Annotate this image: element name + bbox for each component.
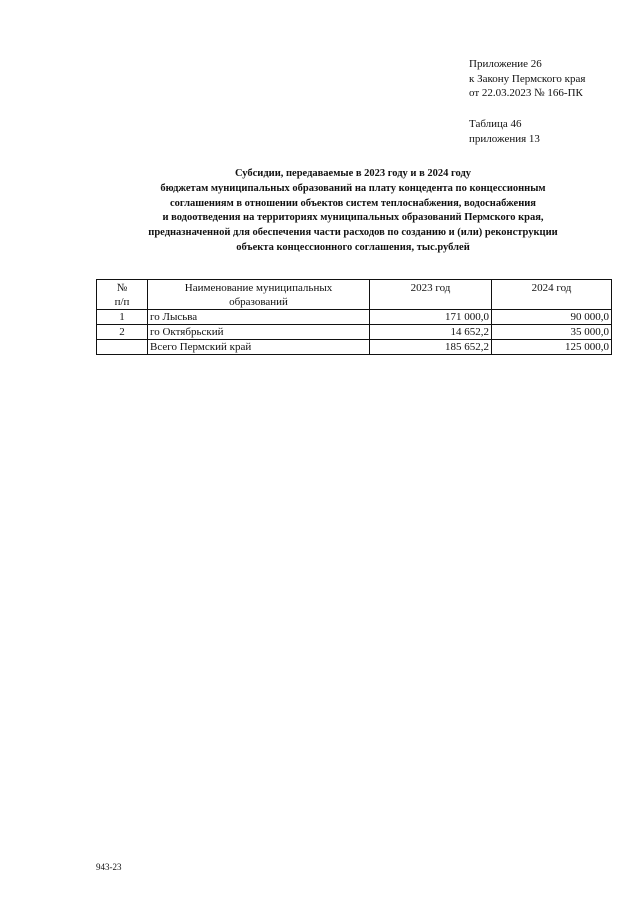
total-value-2023: 185 652,2	[370, 340, 492, 355]
row-number: 2	[97, 325, 148, 340]
row-value-2024: 90 000,0	[492, 310, 612, 325]
appendix-number: Приложение 26	[469, 58, 542, 70]
header-municipality-line: образований	[229, 296, 288, 308]
title-line: и водоотведения на территориях муниципальных образований Пермского края,	[162, 212, 544, 224]
header-number-line: №	[116, 282, 128, 294]
appendix-law-name: к Закону Пермского края	[469, 72, 586, 85]
subsidies-table	[96, 279, 612, 355]
table-reference	[469, 117, 540, 146]
row-value-2024: 35 000,0	[492, 325, 612, 340]
header-year-2023: 2023 год	[370, 280, 492, 310]
table-row	[97, 310, 612, 325]
title-line: предназначенной для обеспечения части расходов по созданию и (или) реконструкции	[148, 227, 558, 239]
table-number: Таблица 46	[469, 118, 522, 130]
row-value-2023: 14 652,2	[370, 325, 492, 340]
table-appendix: приложения 13	[469, 132, 540, 145]
header-municipality	[148, 280, 370, 310]
title-line: объекта концессионного соглашения, тыс.рублей	[236, 241, 470, 253]
total-label: Всего Пермский край	[148, 340, 370, 355]
title-line: соглашениям в отношении объектов систем теплоснабжения, водоснабжения	[170, 197, 536, 209]
document-title	[96, 167, 610, 256]
row-municipality: го Октябрьский	[148, 325, 370, 340]
total-value-2024: 125 000,0	[492, 340, 612, 355]
header-number-line: п/п	[114, 296, 130, 308]
row-municipality: го Лысьва	[148, 310, 370, 325]
title-line: бюджетам муниципальных образований на плату концедента по концессионным	[160, 182, 546, 194]
appendix-reference	[469, 57, 585, 101]
total-number	[97, 340, 148, 355]
row-value-2023: 171 000,0	[370, 310, 492, 325]
title-line: Субсидии, передаваемые в 2023 году и в 2024 году	[234, 168, 472, 179]
header-year-2024: 2024 год	[492, 280, 612, 310]
header-number	[97, 280, 148, 310]
appendix-law-date: от 22.03.2023 № 166-ПК	[469, 87, 583, 99]
table-total-row	[97, 340, 612, 355]
header-municipality-line: Наименование муниципальных	[184, 282, 333, 294]
page-footer-code: 943-23	[96, 862, 122, 872]
table-row	[97, 325, 612, 340]
row-number: 1	[97, 310, 148, 325]
table-header-row	[97, 280, 612, 310]
